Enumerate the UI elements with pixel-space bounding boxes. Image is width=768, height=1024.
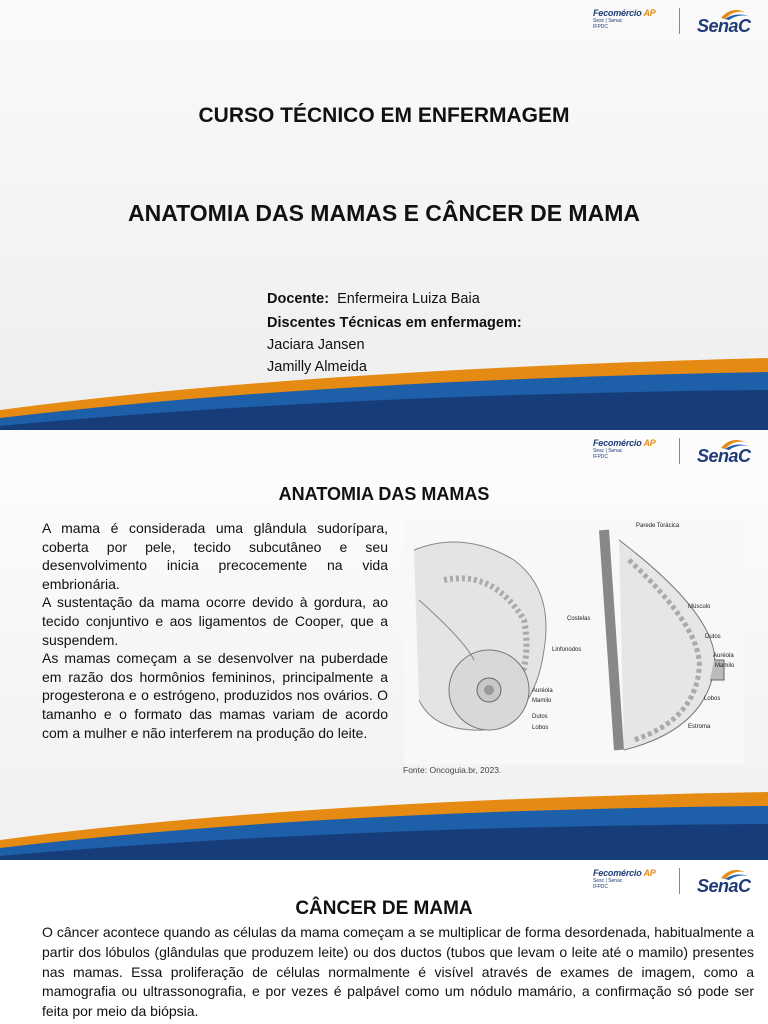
logo-divider <box>679 438 680 464</box>
header-logos <box>593 6 758 38</box>
label-mamilo-left: Mamilo <box>532 698 552 704</box>
fecomercio-text: Fecomércio <box>593 868 642 878</box>
anatomy-title: ANATOMIA DAS MAMAS <box>278 484 490 504</box>
fecomercio-sub: Sesc | Senac <box>593 448 623 454</box>
fecomercio-sub2: IFPDC <box>593 884 608 890</box>
anatomy-paragraph: A sustentação da mama ocorre devido à gordura, ao tecido conjuntivo e aos ligamentos de Cooper, que a suspendem. <box>42 594 388 648</box>
fecomercio-sub: Sesc | Senac <box>593 878 623 884</box>
fecomercio-logo <box>593 868 667 890</box>
label-parede: Parede Torácica <box>636 523 680 529</box>
header-logos <box>593 436 758 468</box>
cancer-text: O câncer acontece quando as células da mama começam a se multiplicar de forma desordenada, habitualmente a partir dos lóbulos (glândulas que produzem leite) ou dos ductos (tubos que levam o leite até o mamilo) presentes nas mamas. Essa proliferação de células normalmente é visível através de exames de imagem, como a mamografia ou ultrassonografia, e por vezes é palpável como um nódulo mamário, a confirmação só pode ser feita por meio da biópsia. <box>42 924 754 1020</box>
bottom-wave-decoration <box>0 782 768 860</box>
anatomy-paragraph: As mamas começam a se desenvolver na puberdade em razão dos hormônios femininos, principalmente a progesterona e o estrógeno, produzidos nos ovários. O tamanho e o formato das mamas variam de acordo com a mulher e não interferem na produção do leite. <box>42 650 388 741</box>
senac-text: SenaC <box>697 446 751 466</box>
label-mamilo-right: Mamilo <box>715 663 735 669</box>
label-linfonodos: Linfonodos <box>552 647 582 653</box>
fecomercio-text: Fecomércio <box>593 8 642 18</box>
student-name: Jaciara Jansen <box>267 337 365 353</box>
senac-text: SenaC <box>697 16 751 36</box>
figure-caption: Fonte: Oncoguia.br, 2023. <box>403 765 502 775</box>
label-dutos-left: Dutos <box>532 714 548 720</box>
header-logos <box>593 866 758 898</box>
senac-logo <box>693 6 755 38</box>
logo-divider <box>679 8 680 34</box>
student-name: Jamilly Almeida <box>267 359 367 375</box>
fecomercio-ap-text: AP <box>643 8 656 18</box>
fecomercio-ap-text: AP <box>643 438 656 448</box>
fecomercio-ap-text: AP <box>643 868 656 878</box>
logo-divider <box>679 868 680 894</box>
anatomy-text <box>42 519 388 742</box>
slide-title <box>0 0 768 430</box>
bottom-wave-decoration <box>0 350 768 430</box>
fecomercio-sub: Sesc | Senac <box>593 18 623 24</box>
label-dutos-right: Dutos <box>705 634 721 640</box>
fecomercio-logo <box>593 438 667 460</box>
fecomercio-logo <box>593 8 667 30</box>
presentation-title: ANATOMIA DAS MAMAS E CÂNCER DE MAMA <box>128 200 640 226</box>
discentes-label: Discentes Técnicas em enfermagem: <box>267 315 522 331</box>
senac-logo <box>693 866 755 898</box>
label-areola-left: Auréola <box>532 688 553 694</box>
senac-text: SenaC <box>697 876 751 896</box>
fecomercio-sub2: IFPDC <box>593 454 608 460</box>
fecomercio-text: Fecomércio <box>593 438 642 448</box>
senac-logo <box>693 436 755 468</box>
docente-name: Enfermeira Luiza Baia <box>337 291 480 307</box>
docente-label: Docente: <box>267 291 330 307</box>
label-areola-right: Auréola <box>713 653 734 659</box>
label-musculo: Músculo <box>688 604 711 610</box>
label-lobos-left: Lobos <box>532 725 549 731</box>
course-title: CURSO TÉCNICO EM ENFERMAGEM <box>198 104 570 127</box>
fecomercio-sub2: IFPDC <box>593 24 608 30</box>
anatomy-paragraph: A mama é considerada uma glândula sudorípara, coberta por pele, tecido subcutâneo e seu desenvolvimento inicia precocemente na vida embrionária. <box>42 520 388 592</box>
label-lobos-right: Lobos <box>704 696 721 702</box>
breast-anatomy-illustration <box>404 520 744 764</box>
label-costelas: Costelas <box>567 616 591 622</box>
cancer-title: CÂNCER DE MAMA <box>295 898 473 919</box>
label-estroma: Estroma <box>688 724 711 730</box>
